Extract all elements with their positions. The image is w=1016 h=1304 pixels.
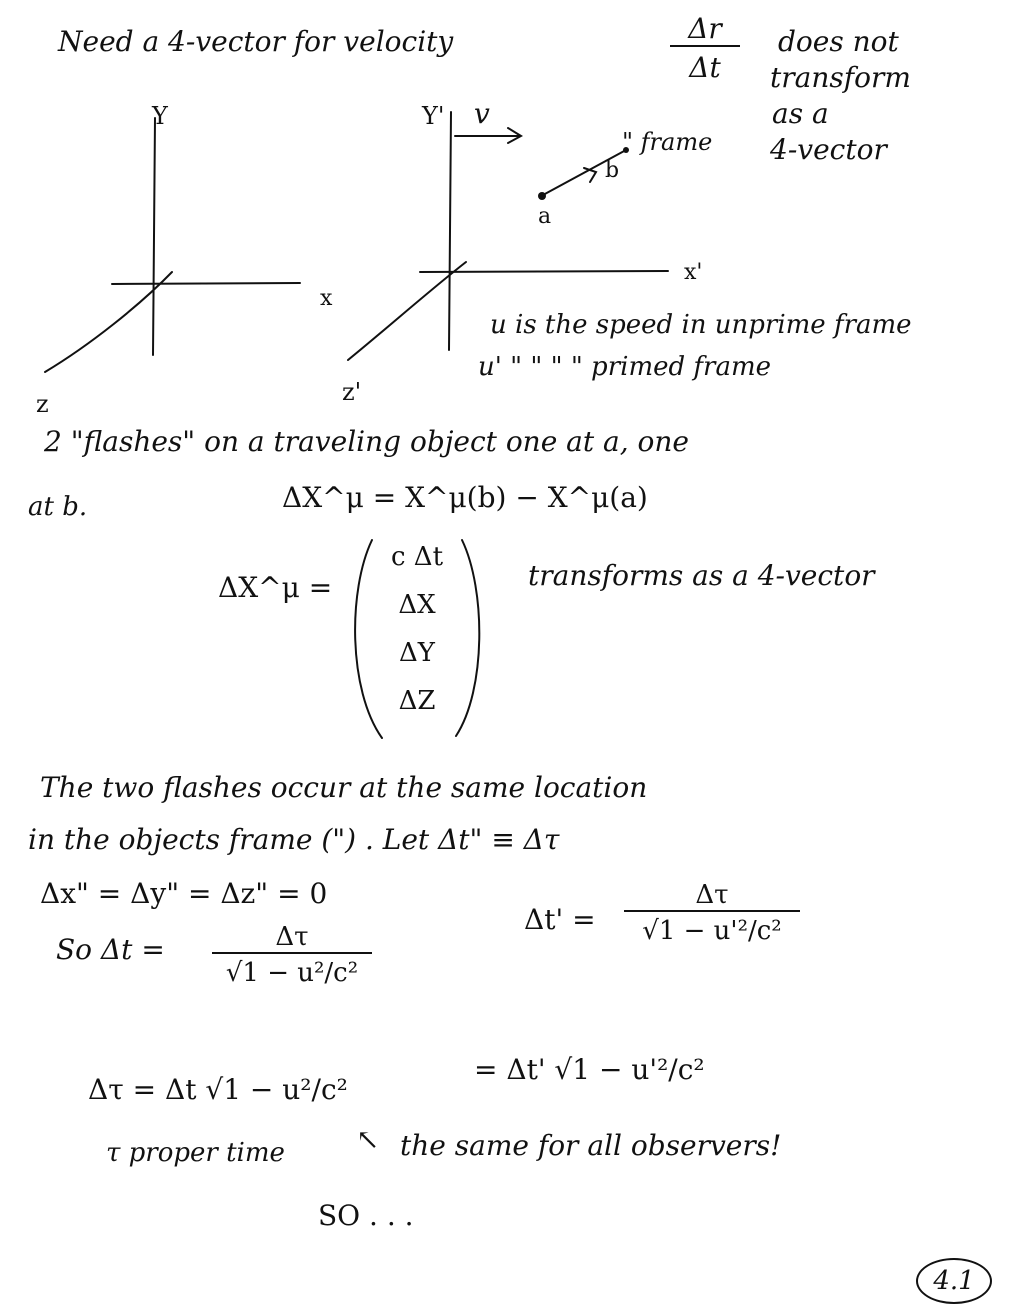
- object-frame-label: " frame: [622, 128, 713, 156]
- at-b-label: at b.: [28, 492, 88, 522]
- delta-t-prime-fraction: [624, 880, 800, 946]
- component-delta-z: ΔZ: [398, 686, 436, 716]
- component-delta-y: ΔY: [399, 638, 435, 668]
- vector-lhs: ΔX^μ =: [218, 571, 333, 604]
- point-b-label: b: [605, 158, 620, 183]
- delta-t-prime: Δt' =: [524, 903, 596, 936]
- left-y-label: Y: [152, 102, 168, 130]
- point-a-label: a: [538, 204, 552, 229]
- flashes-line: 2 "flashes" on a traveling object one at a, one: [44, 425, 689, 458]
- two-flashes-line: The two flashes occur at the same location: [40, 771, 648, 804]
- proper-time-label: τ proper time: [106, 1138, 285, 1168]
- objects-frame-line: in the objects frame (") . Let Δt" ≡ Δτ: [28, 823, 560, 856]
- delta-t: Δt: [689, 51, 721, 84]
- note-u-unprimed: u is the speed in unprime frame: [490, 310, 912, 340]
- right-x-label: x': [684, 260, 703, 285]
- delta-t-fraction-num: Δτ: [212, 922, 372, 954]
- delta-t-prime-num: Δτ: [624, 880, 800, 912]
- transforms-note: transforms as a 4-vector: [528, 559, 875, 592]
- right-z-label: z': [342, 378, 362, 406]
- so-delta-t: So Δt =: [56, 933, 165, 966]
- note-transform: transform: [770, 61, 911, 94]
- component-c-delta-t: c Δt: [390, 542, 444, 572]
- velocity-label: v: [474, 97, 490, 130]
- delta-t-fraction: [212, 922, 372, 988]
- proper-time-result: Δτ = Δt √1 − u²/c²: [88, 1073, 348, 1106]
- page-number: [916, 1258, 992, 1304]
- delta-x-definition: ΔX^μ = X^μ(b) − X^μ(a): [282, 481, 648, 514]
- note-does-not: does not: [778, 25, 899, 58]
- delta-t-prime-den: √1 − u'²/c²: [642, 916, 782, 946]
- left-z-label: z: [36, 390, 49, 418]
- heading-need-4-vector: Need a 4-vector for velocity: [58, 25, 454, 58]
- component-delta-x: ΔX: [398, 590, 436, 620]
- arrow-icon: ↖: [356, 1123, 380, 1156]
- proper-time-result-primed: = Δt' √1 − u'²/c²: [474, 1053, 705, 1086]
- note-u-primed: u' " " " " primed frame: [478, 352, 771, 382]
- same-for-all-note: the same for all observers!: [400, 1129, 782, 1162]
- right-y-label: Y': [422, 102, 445, 130]
- zero-deltas: Δx" = Δy" = Δz" = 0: [40, 877, 328, 910]
- delta-r: Δr: [670, 12, 740, 47]
- delta-t-fraction-den: √1 − u²/c²: [225, 958, 359, 988]
- note-as-a: as a: [772, 97, 829, 130]
- so-continuation: SO . . .: [318, 1199, 414, 1232]
- left-x-label: x: [320, 286, 333, 311]
- note-4-vector: 4-vector: [770, 133, 887, 166]
- page-number-text: 4.1: [933, 1266, 975, 1296]
- vector-components: [372, 544, 462, 736]
